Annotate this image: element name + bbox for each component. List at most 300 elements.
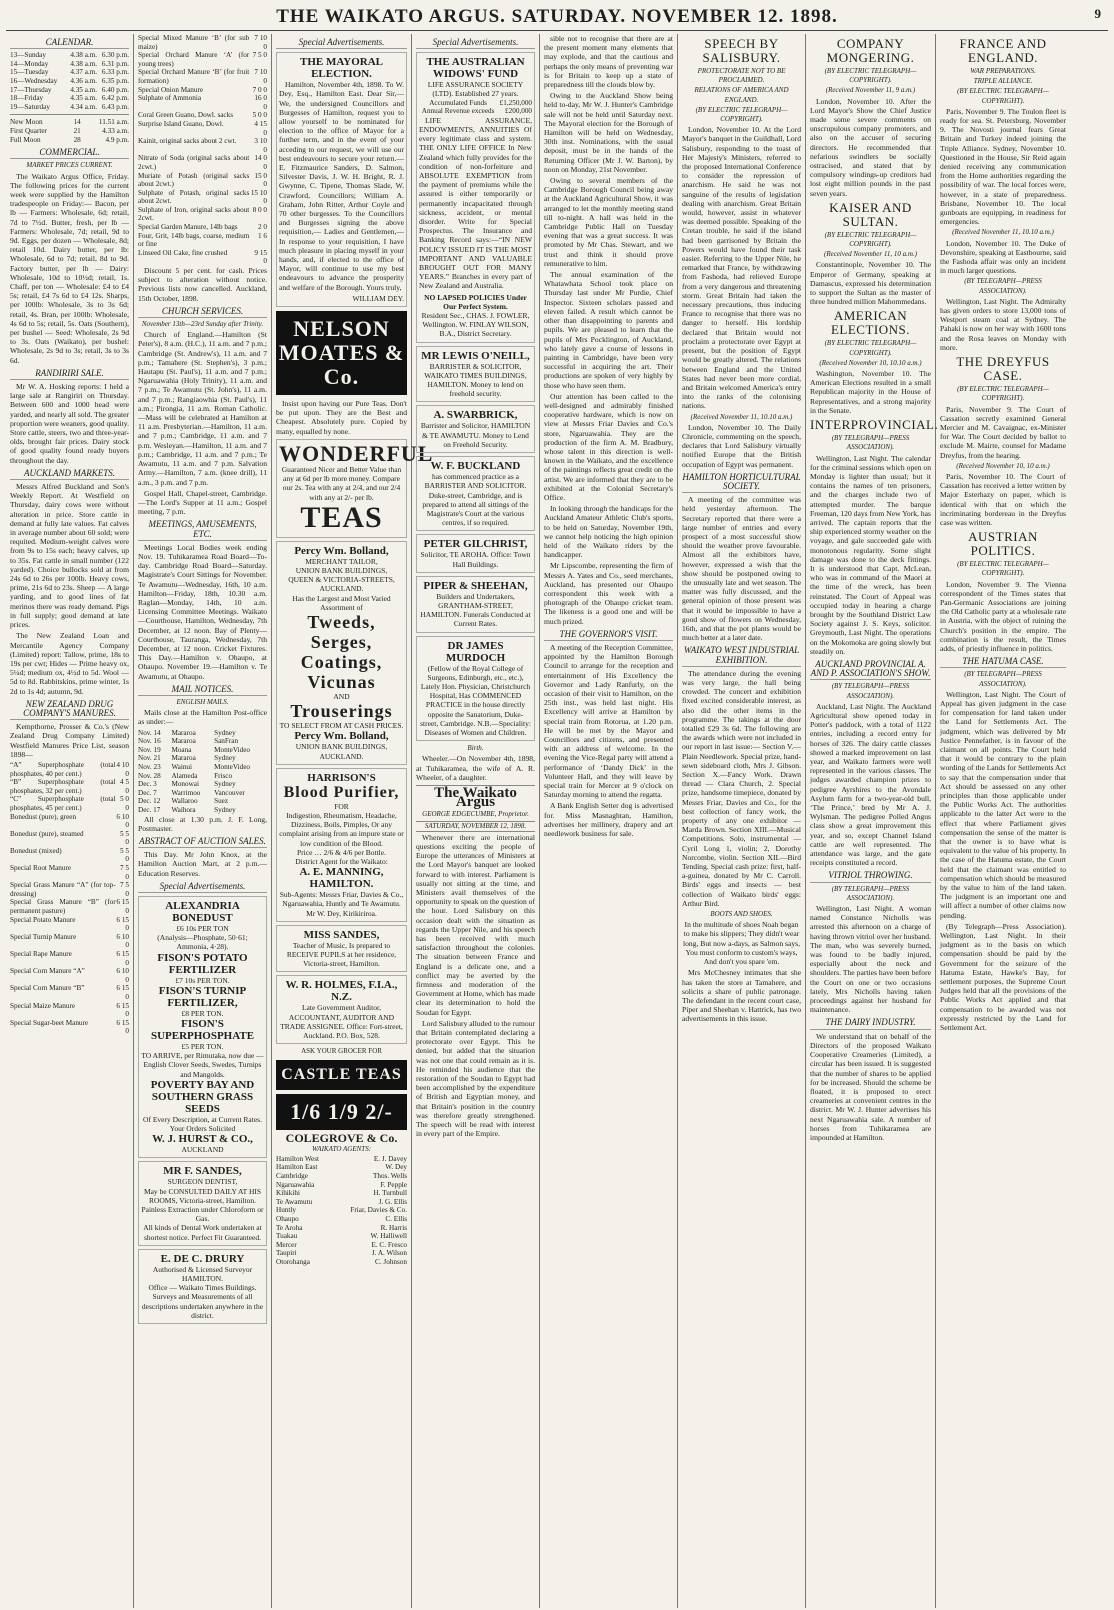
- manure-row-cell: 6 15 0: [116, 1001, 129, 1019]
- editorial-text: Whenever there are international questions exciting the people of Europe the utterances of Ministers at the Lord Mayor's banquet are looked forward to with interest. Parliament is usually not sitting at the time, and Ministers avail themselves of the opportunity to speak on the question of the hour. Lord Salisbury on this occasion dealt with the situation as regards the Upper Nile, and his speech has been received with much satisfaction throughout the colonies. The situation between France and England is a delicate one, and a conflict may be averted by the firmness and moderation of the Government at Home, which has made clear its determination to hold the Soudan for Egypt.: [416, 832, 535, 1017]
- mail-row-cell: Dec. 17: [138, 805, 161, 814]
- calendar-row-cell: 13—Sunday: [10, 51, 46, 60]
- calendar-row: [10, 94, 129, 103]
- auckland-show-heading: AUCKLAND PROVINCIAL A. AND P. ASSOCIATION'S SHOW.: [810, 660, 931, 680]
- widows-bold: NO LAPSED POLICIES Under Our Perfect System.: [424, 292, 527, 311]
- manure-row-cell: 6 15 0: [116, 915, 129, 933]
- church-subheading: November 13th—23rd Sunday after Trinity.: [141, 320, 264, 329]
- bolland-name: Percy Wm. Bolland,: [294, 544, 389, 557]
- interprovincial-text: Wellington, Last Night. The calendar for the criminal sessions which open on Monday is lighter than usual; but it contains the names of ten prisoners, and the charges include two of attempted murder. The barque Freeman, 120 days from New York, has arrived. The captain reports that the ship experienced stormy weather on the voyage, and gale succeeded gale with monotonous regularity. Some slight damage was done to the deck fittings. It is understood that Capt. McLean, who was in command of the Maori at the time of the wreck, has been reinstated. The Court of Appeal was occupied today in hearing a charge brought by the Southland District Law Society against J. S. Keys, solicitor. Greymouth, Last Night. The operations on the Mokomoka are going slowly but steadily on.: [810, 453, 931, 656]
- agent-row: [276, 1163, 407, 1172]
- manure-row-continued: [138, 189, 267, 206]
- agent-row: [276, 1155, 407, 1164]
- kaiser-tag: (BY ELECTRIC TELEGRAPH—COPYRIGHT).: [824, 230, 917, 249]
- manure-row-continued-cell: Sulphate of Potash, original sacks about 2cwt.: [138, 188, 250, 206]
- bolland-building: UNION BANK BUILDINGS,: [295, 565, 388, 575]
- dateline: SATURDAY, NOVEMBER 12, 1898.: [416, 821, 535, 832]
- commercial-text: The Waikato Argus Office, Friday. The following prices for the current week were supplied by the Hamilton tradespeople on Friday:— Bacon, per lb — Farmers: Wholesale, 6d; retail, 7d to 7½d. Butter, fresh, per lb — Farmers: Wholesale, 7d; retail, 9d to 9d. Eggs, per dozen — Wholesale, 8d; retail 10d. Dairy butter, per lb: Wholesale, 6d to 7d; retail, 8d to 9d. Factory butter, per lb — Dairy: Wholesale, 10d to 10½d; retail, 1s. Chaff, per ton — Wholesale: £4 to £4 5s; retail, £4 7s 6d to £4 12s. Sharps, per 100lb: Wholesale, 3s to 3s 6d; retail, 4s. Bran, per 100lb: Wholesale, 4s 6d to 5s; retail, 5s. Oats (Southern), per bushel — Seed: Wholesale, 2s 9d to 3s. Oats (Waikato), per bushel: Wholesale, 2s 9d to 3s; retail, 3s to 3s 6d.: [10, 171, 129, 365]
- agent-row-cell: Kihikihi: [276, 1189, 300, 1198]
- mail-row: [138, 729, 267, 738]
- poverty-bay-text: Of Every Description, at Current Rates.: [143, 1114, 262, 1124]
- agent-row: [276, 1232, 407, 1241]
- column-4: [412, 34, 540, 1608]
- harrison-title: HARRISON'S: [307, 771, 376, 784]
- widows-row-cell: Accumulated Funds: [429, 98, 487, 107]
- calendar-row-cell: 6.40 p.m.: [101, 85, 129, 94]
- mail-row: [138, 806, 267, 815]
- manure-row-continued-cell: 15 0 0: [254, 171, 267, 189]
- meetings-text: Meetings Local Bodies week ending Nov. 19. Tuhikaramea Road Board—To-day. Cambridge Road Board—Saturday. Magistrate's Court Sittings for November. Te Awamutu—Wednesday, 16th, 10 a.m. Hamilton—Friday, 18th, 10.30 a.m. Raglan—Monday, 14th, 10 a.m. Licensing Committee Meetings. Waikato—Courthouse, Hamilton, Wednesday, 7th December, at 12 noon. Bay of Plenty—Courthouse, Tauranga, Wednesday, 7th December, at 12 noon. Cricket Fixtures. This Day.—Hamilton v. Ohaupo, at Ohaupo. November 19.—Hamilton v. Te Awamutu, at Ohaupo.: [138, 542, 267, 681]
- masthead: [6, 4, 1108, 31]
- column-1: [6, 34, 134, 1608]
- dentist-ad: [138, 1161, 267, 1245]
- calendar-row-cell: 6.33 p.m.: [101, 68, 129, 77]
- card-piper-sheehan: [416, 576, 535, 633]
- manure-row-continued-cell: Surprise Island Guano, Dowl.: [138, 119, 224, 128]
- manure-row-cell: Special Root Manure: [10, 864, 72, 873]
- mayoral-text: Hamilton, November 4th, 1898. To W. Dey, Esq., Hamilton East. Dear Sir,—We, the undersigned Councillors and Burgesses of Hamilton, request you to allow yourself to be nominated for election to the office of Mayor for a further term, and in the event of your acceding to our request, we will use our best endeavours to secure your return.—E. Fitzmaurice Sanders, D. Salmon, Silvester Davis, J. W. H. Bright, R. J. Gwynne, C. Tipene, Thomas Slade, W. Crawford, Councillors; William A. Graham, John Ritter, Arthur Coyle and 70 other burgesses. To the Councillors and Burgesses signing the above requisition,— Ladies and Gentlemen,—In response to your requisition, I have much pleasure in placing myself in your hands, and, if elected to the office of Mayor, will continue to use my best endeavours to advance the prosperity and welfare of the Borough. Yours truly,: [279, 80, 404, 292]
- kaiser-text: Constantinople, November 10. The Emperor of Germany, speaking at Damascus, expressed his determination to support the Sultan as the master of three hundred million Mahommedans.: [810, 260, 931, 307]
- mail-row-cell: Suez: [214, 797, 229, 806]
- agent-row: [276, 1198, 407, 1207]
- manure-row-cell: “B” Superphosphate (total phosphates, 32 per cent.): [10, 778, 116, 795]
- manure-row-cell: 5 0 0: [120, 795, 129, 812]
- randiriri-text: Mr W. A. Hosking reports: I held a large sale at Rangiriri on Thursday. Between 600 and 1000 head were yarded, and nearly all sold. The greater proportion were weaners, good quality. Store cattle, steers, two and three-year-olds, brought fair prices. Dairy stock of good quality found ready buyers throughout the day.: [10, 382, 129, 465]
- paper-title: The Waikato Argus: [434, 784, 517, 811]
- mail-row-cell: Mararoa: [171, 737, 196, 746]
- france-england-heading: FRANCE AND ENGLAND.: [959, 36, 1047, 65]
- bolland-street: QUEEN & VICTORIA-STREETS,: [288, 575, 395, 585]
- lipscombe-notice: Mr Lipscombe, representing the firm of Messrs A. Yates and Co., seed merchants, Auckland, has presented our Ohaupo correspondent this week with a photograph of the Ohaupo cricket team. The likeness is a good one and will be much prized.: [544, 561, 673, 626]
- agent-line: District Agent for the Waikato:: [295, 856, 388, 866]
- orders-line: Your Orders Solicited: [169, 1123, 236, 1133]
- agent-row-cell: Tuakau: [276, 1232, 298, 1241]
- manure-row-continued-cell: 9 15 0: [254, 248, 267, 266]
- american-text: Washington, November 10. The American Elections resulted in a small Republican majority in the House of Representatives, and a strong majority in the Senate.: [810, 369, 931, 415]
- commercial-heading: COMMERCIAL.: [10, 148, 129, 159]
- special-ads-heading-3: Special Advertisements.: [416, 38, 535, 49]
- mail-row-cell: Sydney: [214, 754, 236, 763]
- bolland2-name: Percy Wm. Bolland,: [294, 730, 389, 743]
- card-piper-name: PIPER & SHEEHAN,: [423, 579, 528, 592]
- mail-row-cell: Monowai: [171, 780, 199, 789]
- manure-row-continued-cell: 2 0: [258, 223, 267, 232]
- calendar-row: [10, 103, 129, 112]
- manure-row-continued-cell: 7 0 0: [252, 85, 267, 94]
- bolland-text: Has the Largest and Most Varied Assortment of: [292, 593, 391, 612]
- calendar-heading: CALENDAR.: [10, 38, 129, 49]
- gospel-text: Gospel Hall, Chapel-street, Cambridge.—The Lord's Supper at 11 a.m.; Gospel meeting, 7 p.m.: [138, 488, 267, 517]
- manure-row-continued-cell: 16 0 0: [254, 94, 267, 111]
- manure-row-cell: Special Grass Manure “A” (for top-dressing): [10, 881, 116, 898]
- manure-row: [10, 795, 129, 812]
- card-oneill: [416, 346, 535, 403]
- card-murdoch: [416, 636, 535, 742]
- manure-row-continued: [138, 206, 267, 223]
- manure-row-continued: [138, 232, 267, 249]
- calendar-row-cell: 4.35 a.m.: [70, 85, 98, 94]
- brief-notices: A Bank English Setter dog is advertised for. Miss Masnaghtan, Hamilton, advertises her millinery, drapery and art needlework business for sale.: [544, 801, 673, 839]
- calendar-row-cell: 18—Friday: [10, 94, 44, 103]
- manure-row-cell: 6 10 0: [116, 967, 129, 984]
- manure-row: [10, 933, 129, 950]
- agents-table: [276, 1155, 407, 1267]
- mail-row: [138, 772, 267, 781]
- agent-row-cell: H. Turnbull: [373, 1189, 407, 1198]
- manure-row-cell: 6 15 0: [116, 898, 129, 916]
- boots-text: In the multitude of shoes Noah began to make his slippers; They didn't wear long, But now a-days, as Salmon says, You must conform to custom's ways, And don't you spare 'em.: [682, 920, 801, 967]
- manure-row-continued: [138, 137, 267, 154]
- mail-row: [138, 789, 267, 798]
- agent-row-cell: J. A. Wilson: [371, 1249, 407, 1258]
- mail-row-cell: Dec. 3: [138, 780, 157, 789]
- speech-sub-2: RELATIONS OF AMERICA AND ENGLAND.: [694, 86, 789, 104]
- france-england-sub-2: TRIPLE ALLIANCE.: [973, 77, 1033, 86]
- column-2: [134, 34, 272, 1608]
- meetings-heading: MEETINGS, AMUSEMENTS, ETC.: [138, 520, 267, 540]
- dreyfus-date: (Received November 10, 10 a.m.): [956, 461, 1050, 470]
- france-england-tag: (BY ELECTRIC TELEGRAPH—COPYRIGHT).: [957, 87, 1049, 105]
- mayoral-ad: [276, 52, 407, 307]
- interprovincial-heading: INTERPROVINCIAL.: [810, 417, 939, 433]
- widows-row: [419, 107, 532, 116]
- manure-row: [10, 984, 129, 1001]
- mail-row-cell: Mararoa: [171, 728, 196, 737]
- hatuma-tag: (BY TELEGRAPH—PRESS ASSOCIATION).: [964, 670, 1042, 688]
- loan-agency-text: The New Zealand Loan and Mercantile Agency Company (Limited) report: Tallow, prime, 18s to 19s per cwt; Hides — Prime heavy ox, 5¼d; medium ox, 4½d to 5d. Wool — 5d to 8d. Rabbitskins, prime winter, 1s 2d to 1s 4d; autumn, 9d.: [10, 631, 129, 696]
- bonedust-ad: [138, 896, 267, 1158]
- auckland-markets-text: Messrs Alfred Buckland and Son's Weekly Report. At Westfield on Thursday, dairy cows were without alteration in price. Store cattle in demand at fully late values. Fat calves in average number about 60 sold; were requited. Medium-weight calves were from 9s to 15s each; heavy calves, up to 35s. Fat cattle in small number (122 yarded). Choice bullocks sold at from 24s 6d to 26s per 100lb. Heavy cows, prime, 21s 6d to 23s. Sheep — A large yarding, and to good lines of fat merinos there was ready demand. Pigs in full supply; good demand at late prices.: [10, 482, 129, 630]
- manure-row-cell: Special Potato Manure: [10, 915, 76, 924]
- speech-tag: (BY ELECTRIC TELEGRAPH—COPYRIGHT).: [695, 105, 788, 124]
- agent-row-cell: Mercer: [276, 1240, 297, 1249]
- agent-row-cell: E. C. Fresco: [371, 1240, 407, 1249]
- calendar-row-cell: 19—Saturday: [10, 102, 50, 111]
- moon-row: [10, 118, 129, 127]
- nelson-text: Insist upon having our Pure Teas. Don't be put upon. They are the Best and Cheapest. Absolutely pure. Copied by many, equalled by none.: [276, 399, 407, 436]
- mail-subheading: ENGLISH MAILS.: [176, 697, 229, 706]
- wonderful-heading: WONDERFUL: [279, 440, 434, 466]
- dreyfus-text: Paris, November 9. The Court of Cassation secretly examined General Mercier and M. Cavaignac, ex-Minister for War. The Court decided by ballot to exclude M. Mairte, counsel for Madame Dreyfus, from the hearing.: [940, 404, 1066, 460]
- calendar-row-cell: 6.35 p.m.: [101, 76, 129, 85]
- card-buckland-text: has commenced practice as a BARRISTER AND SOLICITOR. Duke-street, Cambridge, and is prepared to attend all sittings of the Magistrate's Court at the various centres, if so required.: [422, 472, 529, 528]
- manure-row-continued-cell: Sulphate of Iron, original sacks about 2cwt.: [138, 205, 250, 223]
- widows-sign: Resident Sec., CHAS. J. FOWLER, Wellington. W. FINLAY WILSON, B.A., District Secretary.: [421, 311, 530, 339]
- calendar-row-cell: 16—Wednesday: [10, 76, 58, 85]
- manure-row-cell: 4 10 0: [116, 760, 129, 778]
- handicap-notice: In looking through the handicaps for the Auckland Amateur Athletic Club's sports, to be held on Saturday, November 19th, we cannot help noticing the high opinion held of the Waikato riders by the handicapper.: [544, 504, 673, 560]
- agent-row: [276, 1249, 407, 1258]
- france-england-text-3: Wellington, Last Night. The Admiralty has given orders to store 13,000 tons of Westport steam coal at Sydney. The Pahaki is now on her way with 1600 tons and the Rosa leaves on Monday with more.: [940, 296, 1066, 352]
- widows-sub: LIFE ASSURANCE SOCIETY (LTD). Established 27 years.: [427, 80, 524, 99]
- calendar-row-cell: 15—Tuesday: [10, 68, 49, 77]
- calendar-row: [10, 60, 129, 69]
- surveyor-text: Office — Waikato Times Buildings. Surveys and Measurements of all descriptions undertaken anywhere in the district.: [141, 1283, 264, 1320]
- mail-row-cell: Sydney: [214, 805, 236, 814]
- fisons-turnip-title: FISON'S TURNIP FERTILIZER,: [158, 984, 247, 1009]
- column-5: [540, 34, 678, 1608]
- mail-row-cell: Sydney: [214, 780, 236, 789]
- calendar-row: [10, 51, 129, 60]
- music-teacher-text: Teacher of Music, Is prepared to RECEIVE PUPILS at her residence, Victoria-street, Hamilton.: [286, 940, 397, 969]
- special-ads-heading-2: Special Advertisements.: [276, 38, 407, 49]
- manure-row-cell: 7 5 0: [120, 881, 129, 898]
- accountant-ad: [276, 975, 407, 1044]
- mail-row-cell: Moana: [171, 745, 192, 754]
- mail-row-cell: Wainui: [171, 762, 193, 771]
- trouser-text: TO SELECT FROM AT CASH PRICES.: [279, 721, 404, 731]
- music-teacher-name: MISS SANDES,: [303, 928, 380, 941]
- agent-row-cell: Thos. Wells: [372, 1171, 407, 1180]
- manure-price-table-continued: [138, 34, 267, 266]
- card-buckland: [416, 456, 535, 531]
- mail-row-cell: Warrimoo: [171, 788, 201, 797]
- masthead-title: THE WAIKATO ARGUS. SATURDAY. NOVEMBER 12. 1898.: [276, 6, 838, 27]
- calendar-row-cell: 4.34 a.m.: [70, 102, 98, 111]
- agent-row-cell: W. Halliwell: [370, 1232, 407, 1241]
- widows-title: THE AUSTRALIAN WIDOWS' FUND: [426, 56, 525, 81]
- manure-row-continued-cell: 14 0 0: [254, 154, 267, 171]
- goods-coatings: Coatings,: [300, 651, 383, 672]
- manure-row-continued-cell: Muriate of Potash (original sacks about 2cwt.): [138, 171, 250, 189]
- kaiser-heading: KAISER AND SULTAN.: [829, 199, 912, 229]
- mcchesney-text: Mrs McChesney intimates that she has taken the store at Tamahere, and solicits a share of public patronage. The defendant in the recent court case, Piper and Sheehan v. Hattrick, has two advertisements in this issue.: [682, 968, 801, 1024]
- card-oneill-text: BARRISTER & SOLICITOR, WAIKATO TIMES BUILDINGS, HAMILTON. Money to lend on freehold security.: [424, 361, 527, 399]
- dentist-line: Painless Extraction under Chloroform or Gas.: [141, 1204, 264, 1224]
- manure-row-continued-cell: 15 10 0: [250, 188, 267, 206]
- harrison-price: Price … 2/6 & 4/6 per Bottle.: [297, 847, 386, 857]
- agent-row-cell: E. J. Davey: [373, 1154, 407, 1163]
- fisons-potato-title: FISON'S POTATO FERTILIZER: [157, 951, 248, 976]
- manure-row: [10, 1002, 129, 1019]
- mail-row-cell: Mararoa: [171, 754, 196, 763]
- agent-row-cell: C. Johnson: [375, 1257, 407, 1266]
- manure-row-cell: Special Sugar-beet Manure: [10, 1018, 89, 1027]
- calendar-row-cell: 4.37 a.m.: [70, 68, 98, 77]
- manure-row-continued-cell: 7 10 0: [254, 34, 267, 51]
- dairy-heading: THE DAIRY INDUSTRY.: [810, 1018, 931, 1029]
- manure-row-cell: 6 15 0: [116, 984, 129, 1001]
- mail-row: [138, 797, 267, 806]
- dreyfus-tag: (BY ELECTRIC TELEGRAPH—COPYRIGHT).: [957, 385, 1049, 403]
- mail-table: [138, 729, 267, 815]
- manure-row-cell: “C” Superphosphate (total phosphates, 45 per cent.): [10, 795, 116, 812]
- manure-row-cell: Special Corn Manure “B”: [10, 984, 85, 993]
- governor-text: A meeting of the Reception Committee, appointed by the Hamilton Borough Council to arrange for the reception and entertainment of His Excellency the Governor and Lady Ranfurly, on the occasion of their visit to Hamilton, on the 25th inst., was held last night. His Excellency will arrive at Hamilton by special train from Rotorua, at 1.20 p.m. He will be met by the Mayor and Councillors and citizens, and presented with an address of welcome. In the evening the Vice-Regal party will attend a performance of ‘Dandy Dick’ in the Volunteer Hall, and they will leave by special train for Mercer at 9 o'clock on Saturday morning to attend the regatta.: [544, 643, 673, 800]
- manure-row-continued-cell: Special Orchard Manure ‘A’ (for young trees): [138, 51, 250, 68]
- mail-row-cell: Nov. 28: [138, 771, 161, 780]
- agent-row-cell: F. Pepple: [380, 1180, 407, 1189]
- manure-row-cell: Bonedust (pure), steamed: [10, 829, 84, 838]
- goods-and: AND: [333, 691, 350, 701]
- manure-row-cell: Special Grass Manure “B” (for permanent pasture): [10, 898, 116, 916]
- harrison-ad: [276, 768, 407, 922]
- calendar-row: [10, 86, 129, 95]
- surveyor-ad: [138, 1249, 267, 1324]
- mail-row-cell: Vancouver: [214, 788, 245, 797]
- manure-row-continued: [138, 51, 267, 68]
- auckland-show-text: Auckland, Last Night. The Auckland Agricultural show opened today in Potter's paddock, with a total of 1122 entries, including a record entry for horses of 326. The dairy cattle classes showed a marked improvement on last year, and Waikato farmers were well represented in the various classes. The judges awarded champion prizes to pedigree Ayrshires to the Avondale Asylum farm for a two-year-old bull, ‘The Prince,’ bred by Mr A. J. Wylsman. The pedigree Polled Angus class show a great improvement this year, and so, except Channel Island cattle are well represented. The attendance was large, and the gate receipts constituted a record.: [810, 701, 931, 868]
- goods-vicunas: Vicunas: [307, 671, 376, 692]
- agent-row: [276, 1241, 407, 1250]
- agent-row-cell: Cambridge: [276, 1171, 308, 1180]
- mail-text: Mails close at the Hamilton Post-office as under:—: [138, 708, 267, 727]
- manure-row-continued-cell: Nitrate of Soda (original sacks about 2cwt.): [138, 154, 250, 171]
- agent-row: [276, 1258, 407, 1267]
- randiriri-heading: RANDIRIRI SALE.: [10, 369, 129, 380]
- governor-heading: THE GOVERNOR'S VISIT.: [544, 630, 673, 641]
- moon-row-cell: New Moon: [10, 118, 43, 127]
- american-heading: AMERICAN ELECTIONS.: [830, 308, 911, 338]
- hatuma-text-2: (By Telegraph—Press Association). Wellington, Last Night. In their judgment as to the basis on which compensation should be paid by the Government for the seizure of the Hatuma Estate, Hawke's Bay, for settlement purposes, the Supreme Court Judges held that all the provisions of the Public Works Act applied and that compensation to be awarded was not expressly restricted by the Land for Settlement Act.: [940, 921, 1066, 1033]
- horticultural-text: A meeting of the committee was held yesterday afternoon. The Secretary reported that there were a large number of entries and every prospect of a most successful show should the weather prove favourable. Almost all the exhibitors have, however, expressed a wish that the show should be postponed owing to the unusually late and wet season. The matter was fully discussed, and the general opinion of those present was that it would be impossible to have a good show of flowers on Wednesday, 16th, and that the pot plants would be much better at a later date.: [682, 495, 801, 643]
- manure-row-cell: 4 5 0: [120, 778, 129, 795]
- manure-row-continued: [138, 111, 267, 120]
- agent-row-cell: Ohaupo: [276, 1214, 299, 1223]
- commercial-subheading: MARKET PRICES CURRENT.: [26, 161, 113, 170]
- agent-row-cell: J. G. Ellis: [378, 1197, 407, 1206]
- harrison-text: Indigestion, Rheumatism, Headache, Dizziness, Boils, Pimples, Or any complaint arising from an impure state or low condition of the Blood.: [279, 810, 404, 848]
- manure-row-continued-cell: 3 10 0: [254, 137, 267, 154]
- accountant-text: Late Government Auditor, ACCOUNTANT, AUDITOR AND TRADE ASSIGNEE. Office: Fort-street, Auckland. P.O. Box, 528.: [280, 1003, 403, 1040]
- column-3: [272, 34, 434, 1608]
- france-england-date: (Received November 11, 10.10 a.m.): [952, 228, 1054, 237]
- dreyfus-heading: THE DREYFUS CASE.: [956, 354, 1050, 384]
- card-swarbrick: [416, 405, 535, 453]
- speech-heading: SPEECH BY SALISBURY.: [702, 36, 781, 65]
- agent-row-cell: Huntly: [276, 1206, 296, 1215]
- auction-heading: ABSTRACT OF AUCTION SALES.: [138, 837, 267, 848]
- agent-row-cell: Hamilton East: [276, 1163, 318, 1172]
- mayoral-title: THE MAYORAL ELECTION.: [299, 56, 384, 81]
- austrian-tag: (BY ELECTRIC TELEGRAPH—COPYRIGHT).: [957, 560, 1049, 578]
- agent-row-cell: Friar, Davies & Co.: [350, 1206, 407, 1215]
- american-tag: (BY ELECTRIC TELEGRAPH—COPYRIGHT).: [824, 339, 917, 357]
- dentist-text: May be CONSULTED DAILY AT HIS ROOMS, Victoria-street, Hamilton.: [143, 1186, 262, 1205]
- company-text: London, November 10. After the Lord Mayor's Show the Chief Justice made some severe comments on unscrupulous company promoters, and also on the accuser of securing directors. He recommended that nefarious swindlers be socially ostracised, and stated that by compulsory windings-up creditors had lost eight million pounds in the past seven years.: [810, 96, 931, 198]
- agent-row-cell: W. Dey: [385, 1163, 407, 1172]
- hatuma-text: Wellington, Last Night. The Court of Appeal has given judgment in the case for compensation for land taken under the Land for Settlements Act. The judgment, which was delivered by Mr Justice Pennefather, is in favour of the claimant on all points. The Court held that it would be contrary to the plain wording of the Lands for Settlements Act to say that the compensation under that Act should be assessed on any other principles than those applicable under the Public Works Act. The authorities applicable to the latter Act were to the effect that where Parliament gives compensation the sense of the matter is that the owner is to have what is equivalent to the value of his property. In the case of the Hatuma estate, the Court held that the claimant was entitled to compensation which should be measured by the value to him of the land taken. The judgment is an important one and will affect a number of other claims now pending.: [940, 689, 1066, 920]
- company-date: (Received November 11, 9 a.m.): [825, 86, 916, 95]
- editorial-continued: sible not to recognise that there are at the present moment many elements that may explode, and that the cautious and perhaps the only means of preventing war is for Britain to keep up a state of preparedness till the clouds blow by.: [544, 34, 673, 90]
- goods-tweeds: Tweeds,: [307, 611, 376, 632]
- calendar-row-cell: 4.38 a.m.: [70, 59, 98, 68]
- mail-row-cell: Frisco: [214, 771, 233, 780]
- card-gilchrist-name: PETER GILCHRIST,: [423, 538, 528, 551]
- nelson-moates-logo: NELSON MOATES & Co.: [276, 311, 407, 395]
- mail-row-cell: Waihora: [171, 805, 196, 814]
- card-oneill-name: MR LEWIS O'NEILL,: [421, 349, 530, 362]
- speech-date: (Received November 11, 10.10 a.m.): [690, 412, 793, 421]
- manure-row-cell: 7 5 0: [120, 864, 129, 881]
- poverty-bay-title: POVERTY BAY AND SOUTHERN GRASS SEEDS: [150, 1078, 255, 1115]
- calendar-row: [10, 68, 129, 77]
- widows-row-cell: Annual Revenue exceeds: [421, 107, 495, 116]
- agents-heading: WAIKATO AGENTS:: [311, 1144, 372, 1153]
- manure-row-cell: 6 10 0: [116, 932, 129, 950]
- calendar-row-cell: 6.31 p.m.: [101, 59, 129, 68]
- agent-row: [276, 1189, 407, 1198]
- dentist-extra: All kinds of Dental Work undertaken at shortest notice. Perfect Fit Guaranteed.: [143, 1223, 262, 1242]
- dreyfus-text-2: Paris, November 10. The Court of Cassation has received a letter written by Major Esterhazy on paper, which is identical with that on which the incriminating bordereau in the Dreyfus case was written.: [940, 471, 1066, 527]
- mail-footer: All close at 1.30 p.m. J. F. Long, Postmaster.: [138, 814, 267, 833]
- manure-row-continued-cell: Coral Green Guano, Dowl. sacks: [138, 111, 234, 120]
- mail-row-cell: Nov. 23: [138, 762, 161, 771]
- france-england-text-2: London, November 10. The Duke of Devonshire, speaking at Eastbourne, said the Fashoda affair was only an incident in much larger questions.: [940, 238, 1066, 276]
- exhibition-notice: Our attention has been called to the well-designed and admirably finished cooperative hardware, which is now on view at Messrs Friar Davies and Co.'s store, Ngaruawahia. They are the production of the firm A. M. Bradbury, whose talent in this direction is well-known in the Waikato, and the excellence of the paintings reflects great credit on the artist. We are informed that they are to be exhibited at the Colonial Secretary's Office.: [544, 391, 673, 502]
- agent-row-cell: C. Ellis: [385, 1214, 407, 1223]
- manure-row-continued-cell: 5 0 0: [252, 111, 267, 120]
- manure-row-cell: Special Rape Manure: [10, 950, 72, 958]
- manure-row-continued: [138, 34, 267, 51]
- france-england-sub: WAR PREPARATIONS.: [970, 67, 1036, 75]
- tea-ad: [276, 439, 434, 538]
- speech-text-2: London, November 10. The Daily Chronicle, commenting on the speech, declares that Lord Salisbury virtually notified Europe that the British occupation of Egypt was permanent.: [682, 422, 801, 469]
- bonedust-title: ALEXANDRIA BONEDUST: [165, 899, 240, 924]
- moon-table: [10, 118, 129, 144]
- mail-row-cell: Wallaroo: [171, 797, 198, 806]
- moon-row-cell: 28: [73, 135, 81, 144]
- widows-fund-ad: [416, 52, 535, 342]
- manure-row-cell: Bonedust (mixed): [10, 846, 62, 855]
- manure-row: [10, 950, 129, 967]
- auckland-markets-heading: AUCKLAND MARKETS.: [10, 469, 129, 480]
- price-tag: 1/6 1/9 2/-: [276, 1094, 407, 1130]
- vitriol-heading: VITRIOL THROWING.: [810, 871, 931, 882]
- agent-row-cell: Te Awamutu: [276, 1197, 313, 1206]
- bolland-ad: [276, 541, 407, 765]
- moon-row-cell: First Quarter: [10, 126, 47, 135]
- surveyor-title: Authorised & Licensed Surveyor: [152, 1264, 253, 1274]
- columns: [6, 34, 1108, 1608]
- manure-row-continued-cell: 4 15 0: [254, 119, 267, 137]
- mail-row-cell: Dec. 7: [138, 788, 157, 797]
- fisons-potato-price: £7 10s PER TON.: [175, 975, 230, 985]
- moon-row: [10, 127, 129, 136]
- column-7: [806, 34, 939, 1608]
- agent-row-cell: Otorohanga: [276, 1257, 310, 1266]
- widows-row-cell: £1,250,000: [499, 98, 532, 107]
- manure-row-continued: [138, 249, 267, 266]
- mail-row: [138, 746, 267, 755]
- manure-row-continued: [138, 86, 267, 95]
- calendar-row-cell: 6.43 p.m.: [101, 102, 129, 111]
- harrison-big: Blood Purifier,: [283, 783, 400, 801]
- manure-row-continued: [138, 94, 267, 111]
- card-buckland-name: W. F. BUCKLAND: [430, 460, 521, 473]
- discount-text: Discount 5 per cent. for cash. Prices subject to alteration without notice. Previous lists now cancelled. Auckland, 15th October, 1898.: [138, 266, 267, 303]
- manure-row: [10, 830, 129, 847]
- mail-row-cell: Dec. 12: [138, 797, 161, 806]
- speech-text: London, November 10. At the Lord Mayor's banquet in the Guildhall, Lord Salisbury, responding to the toast of Her Majesty's Ministers, referred to the proposed International Conference to consider the repression of anarchism. He said he was not sanguine of the results of legislation dealing with anarchism. Great Britain would, however, assist in whatever was deemed possible. Speaking of the Cretan trouble, he said if the island had been garrisoned by Britain the Powers would have found their task easier. Referring to the Upper Nile, he remarked that France, by withdrawing from Fashoda, had relieved Europe from a very dangerous and threatening storm. Great Britain had taken the necessary precautions, thus inducing France to recognise that there was no danger to herself. His lordship declared that Britain would not proclaim a protectorate over Egypt at present, but the position of Egypt would be greatly altered. The relations between England and the United States had never been more cordial, and Britain welcomed America's entry into the ranks of the colonising nations.: [682, 125, 801, 411]
- manure-row-continued-cell: 7 5 0: [252, 51, 267, 60]
- calendar-row-cell: 17—Thursday: [10, 85, 52, 94]
- manure-row-continued-cell: Special Garden Manure, 14lb bags: [138, 223, 238, 232]
- france-england-tag-2: (BY TELEGRAPH—PRESS ASSOCIATION).: [964, 277, 1042, 295]
- vitriol-tag: (BY TELEGRAPH—PRESS ASSOCIATION).: [831, 884, 910, 902]
- agent-row-cell: Taupiri: [276, 1249, 297, 1258]
- manure-row-cell: Special Maize Manure: [10, 1001, 76, 1010]
- accountant-name: W. R. HOLMES, F.I.A., N.Z.: [285, 979, 398, 1004]
- moon-row-cell: 21: [73, 126, 81, 135]
- auction-text: This Day. Mr John Knox, at the Hamilton Auction Mart, at 2 p.m.—Education Reserves.: [138, 850, 267, 878]
- music-teacher-ad: [276, 925, 407, 973]
- card-swarbrick-text: Barrister and Solicitor, HAMILTON & TE AWAMUTU. Money to Lend on Freehold Security.: [420, 421, 531, 449]
- manure-row-cell: 5 5 0: [120, 829, 129, 847]
- arrive-text: TO ARRIVE, per Rimutaka, now due — English Clover Seeds, Swedes, Turnips and Mangolds.: [141, 1051, 264, 1079]
- moon-row-cell: 4.33 a.m.: [102, 126, 129, 135]
- page-number: 9: [1094, 6, 1102, 21]
